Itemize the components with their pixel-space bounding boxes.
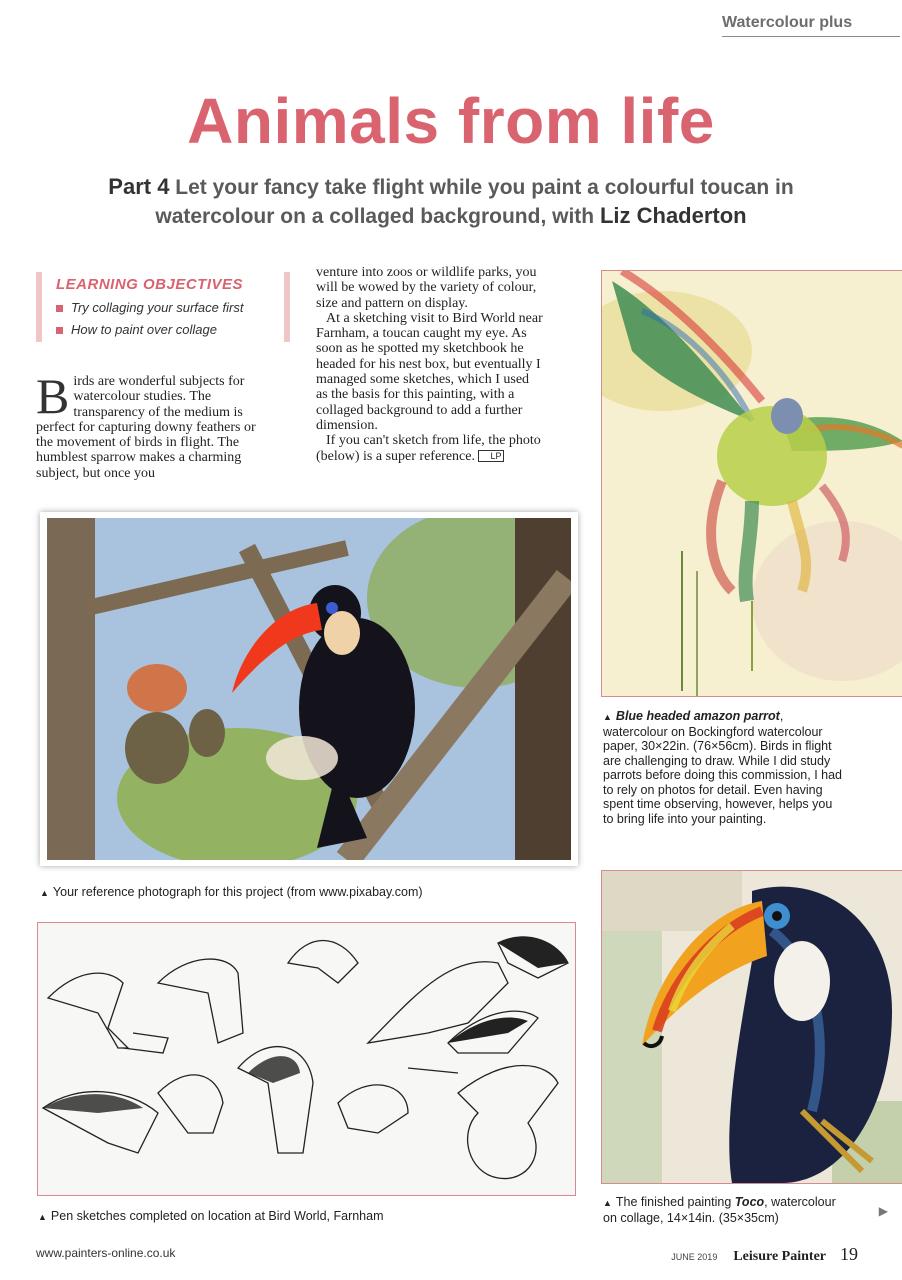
sketches-caption: ▲ Pen sketches completed on location at Bird World, Farnham [38, 1209, 384, 1223]
body-col1-text: irds are wonderful subjects for watercolour studies. The transparency of the medium is perfect for capturing downy feathers or the movement of birds in flight. The humblest sparrow makes a charming subject, but once you [36, 374, 256, 481]
objective-item: Try collaging your surface first [56, 300, 284, 315]
parrot-painting [601, 270, 902, 697]
article-subtitle [60, 173, 842, 231]
section-tag: Watercolour plus [722, 14, 900, 37]
toco-caption: ▲ The finished painting Toco, watercolour on collage, 14×14in. (35×35cm) [603, 1195, 836, 1225]
article-title: Animals from life [187, 85, 715, 157]
sketches-image [37, 922, 576, 1196]
subtitle-part: Part 4 [108, 174, 170, 199]
parrot-caption: ▲ Blue headed amazon parrot, watercolour on Bockingford watercolour paper, 30×22in. (76×56cm). Birds in flight are challenging to draw. While I did study parrots before doing this commission, I had to rely on photos for detail. Even having spent time observing, however, helps you to bring life into your painting. [603, 709, 843, 826]
toucan-photo-image [47, 518, 571, 860]
parrot-painting-image [602, 271, 902, 696]
body-paragraph: At a sketching visit to Bird World near Farnham, a toucan caught my eye. As soon as he spotted my sketchbook he headed for his nest box, but eventually I managed some sketches, which I used as the basis for this painting, with a collaged background to add a further dimension. [316, 310, 543, 433]
body-paragraph: venture into zoos or wildlife parks, you will be wowed by the variety of colour, size and pattern on display. [316, 265, 537, 311]
reference-photo [40, 512, 578, 866]
page-number: 19 [840, 1244, 858, 1264]
photo-caption: ▲ Your reference photograph for this project (from www.pixabay.com) [40, 885, 423, 899]
subtitle-text: Let your fancy take flight while you paint a colourful toucan in watercolour on a collaged background, with [155, 176, 794, 228]
body-paragraph: If you can't sketch from life, the photo (below) is a super reference. LP [316, 433, 541, 464]
end-mark-icon: LP [478, 450, 503, 462]
magazine-name: Leisure Painter [733, 1249, 826, 1264]
caption-triangle-icon: ▲ [603, 1198, 612, 1208]
objectives-heading: LEARNING OBJECTIVES [56, 276, 244, 293]
objective-item: How to paint over collage [56, 322, 284, 337]
footer-url: www.painters-online.co.uk [36, 1246, 176, 1260]
bullet-icon [56, 305, 63, 312]
caption-triangle-icon: ▲ [603, 712, 612, 722]
caption-triangle-icon: ▲ [38, 1212, 47, 1222]
toco-painting-image [602, 871, 902, 1183]
footer-info [671, 1244, 858, 1265]
body-column-1 [36, 368, 262, 481]
body-column-2 [316, 265, 544, 464]
pen-sketches-drawing [38, 923, 575, 1195]
next-page-arrow-icon: ▶ [878, 1204, 888, 1218]
author-name: Liz Chaderton [599, 203, 747, 228]
issue-month: JUNE 2019 [671, 1252, 718, 1262]
toco-painting [601, 870, 902, 1184]
bullet-icon [56, 327, 63, 334]
caption-triangle-icon: ▲ [40, 888, 49, 898]
drop-cap: B [36, 368, 70, 424]
learning-objectives-box [36, 272, 290, 342]
